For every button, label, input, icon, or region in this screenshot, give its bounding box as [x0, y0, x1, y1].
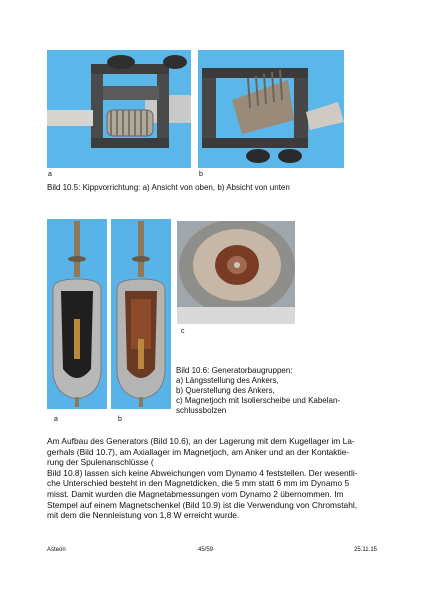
figure-10-6-caption: [176, 366, 340, 416]
photo-10-5-a: [47, 50, 191, 168]
caption-line: c) Magnetjoch mit Isolierscheibe und Kabelan-: [176, 396, 341, 405]
photo-10-6-a: [47, 219, 107, 409]
body-line: Stempel auf einem Magnetschenkel (Bild 10.9) ist die Verwendung von Chromstahl,: [47, 499, 358, 510]
figure-10-6-label-b: b: [118, 416, 122, 423]
body-line: rung der Spulenanschlüsse (: [47, 457, 154, 468]
caption-line: a) Längsstellung des Ankers,: [176, 376, 279, 385]
footer-date: 25.11.15: [354, 547, 377, 553]
figure-10-5-label-a: a: [48, 171, 52, 178]
body-line: Am Aufbau des Generators (Bild 10.6), an der Lagerung mit dem Kugellager im La-: [47, 436, 355, 446]
body-line: mit dem die Nennleistung von 1,8 W erreicht wurde.: [47, 510, 240, 521]
page-footer: [47, 546, 377, 556]
body-line: che Unterschied besteht in den Magnetdicken, die 5 mm statt 6 mm im Dynamo 5: [47, 478, 350, 489]
figure-10-6-label-c: c: [181, 328, 185, 335]
photo-10-6-b: [111, 219, 171, 409]
footer-author: Asteon: [47, 547, 66, 553]
caption-line: schlussbolzen: [176, 406, 227, 415]
body-line: Bild 10.8) lassen sich keine Abweichungen vom Dynamo 4 feststellen. Der wesentli-: [47, 467, 358, 478]
photo-10-5-b: [198, 50, 344, 168]
caption-line: b) Querstellung des Ankers,: [176, 386, 275, 395]
body-paragraph: [47, 436, 387, 521]
figure-10-5-label-b: b: [199, 171, 203, 178]
caption-line: Bild 10.6: Generatorbaugruppen:: [176, 366, 293, 375]
photo-10-6-c: [177, 221, 295, 324]
body-line: misst. Damit wurden die Magnetabmessungen vom Dynamo 2 übernommen. Im: [47, 488, 344, 499]
figure-10-5-caption: Bild 10.5: Kippvorrichtung: a) Ansicht von oben, b) Absicht von unten: [47, 183, 290, 192]
footer-page-number: 45/59: [198, 547, 214, 553]
body-line: gerhals (Bild 10.7), am Axiallager im Magnetjoch, am Anker und an der Kontaktie-: [47, 446, 350, 457]
figure-10-6-label-a: a: [54, 416, 58, 423]
